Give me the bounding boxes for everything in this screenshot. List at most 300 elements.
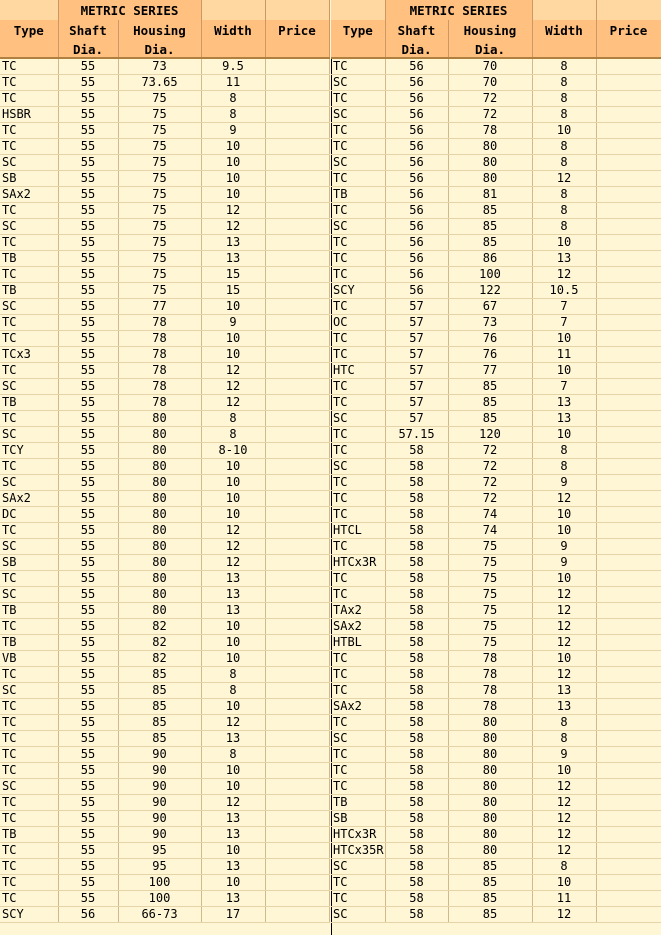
cell-housing: 75 [118,267,201,283]
cell-housing: 76 [448,347,532,363]
cell-price [596,267,661,283]
cell-price [265,699,329,715]
cell-price [596,299,661,315]
cell-housing: 122 [448,283,532,299]
cell-shaft: 58 [385,651,448,667]
cell-housing: 75 [118,91,201,107]
cell-housing: 90 [118,779,201,795]
cell-width: 9 [532,475,596,491]
cell-type: TC [331,58,385,75]
cell-shaft: 55 [58,363,118,379]
cell-type: TC [331,91,385,107]
cell-housing: 80 [448,715,532,731]
cell-type: HTCL [331,523,385,539]
cell-shaft: 55 [58,75,118,91]
cell-width: 10 [201,699,265,715]
cell-width: 12 [532,619,596,635]
cell-price [596,315,661,331]
cell-housing: 78 [118,331,201,347]
cell-shaft: 55 [58,507,118,523]
cell-type: TC [0,58,58,75]
cell-type: TC [0,891,58,907]
table-row [331,507,661,523]
cell-shaft: 58 [385,731,448,747]
cell-width: 12 [201,379,265,395]
cell-price [596,891,661,907]
cell-price [596,587,661,603]
table-row [0,91,329,107]
cell-price [596,171,661,187]
cell-price [596,219,661,235]
cell-shaft: 55 [58,731,118,747]
table-row [0,107,329,123]
cell-shaft: 55 [58,235,118,251]
cell-shaft: 56 [385,251,448,267]
cell-width: 10 [201,507,265,523]
header-width: Width [532,20,596,41]
cell-price [596,731,661,747]
cell-width: 12 [201,523,265,539]
cell-shaft: 58 [385,875,448,891]
cell-housing: 80 [118,603,201,619]
cell-width: 10 [201,171,265,187]
cell-width: 10 [532,363,596,379]
cell-price [265,475,329,491]
cell-price [265,891,329,907]
cell-type: TC [0,763,58,779]
cell-housing: 85 [448,219,532,235]
table-row [331,795,661,811]
cell-housing: 72 [448,443,532,459]
table-row [331,539,661,555]
cell-housing: 100 [118,891,201,907]
cell-shaft: 58 [385,603,448,619]
cell-type: SC [331,859,385,875]
right-table-body [331,58,661,923]
cell-type: TB [0,251,58,267]
cell-shaft: 55 [58,283,118,299]
cell-type: DC [0,507,58,523]
cell-price [596,459,661,475]
cell-price [596,619,661,635]
cell-shaft: 55 [58,155,118,171]
cell-housing: 77 [448,363,532,379]
cell-width: 12 [532,907,596,923]
cell-price [596,699,661,715]
cell-shaft: 56 [385,267,448,283]
cell-price [596,379,661,395]
cell-type: TC [0,235,58,251]
cell-width: 9 [532,555,596,571]
table-row [0,395,329,411]
cell-shaft: 55 [58,699,118,715]
cell-type: TC [331,875,385,891]
table-row [331,699,661,715]
cell-width: 8 [532,155,596,171]
series-title: METRIC SERIES [385,0,532,20]
table-row [0,779,329,795]
cell-housing: 75 [448,539,532,555]
table-row [0,651,329,667]
cell-shaft: 55 [58,379,118,395]
cell-type: TB [331,795,385,811]
cell-width: 13 [532,411,596,427]
table-row [331,379,661,395]
cell-housing: 85 [448,891,532,907]
cell-housing: 75 [118,187,201,203]
cell-width: 8 [532,58,596,75]
table-row [0,219,329,235]
cell-width: 12 [532,811,596,827]
cell-width: 8 [532,459,596,475]
cell-price [265,795,329,811]
cell-type: TC [0,363,58,379]
cell-width: 10 [532,123,596,139]
cell-type: TB [0,395,58,411]
cell-shaft: 58 [385,571,448,587]
cell-housing: 78 [118,315,201,331]
cell-shaft: 55 [58,331,118,347]
cell-width: 10 [201,491,265,507]
cell-width: 12 [532,267,596,283]
cell-type: SC [0,587,58,603]
cell-price [265,171,329,187]
cell-width: 7 [532,315,596,331]
cell-shaft: 58 [385,539,448,555]
cell-type: TC [331,203,385,219]
cell-type: TC [0,571,58,587]
cell-price [596,187,661,203]
table-row [0,795,329,811]
cell-price [265,395,329,411]
cell-width: 10 [201,347,265,363]
cell-shaft: 58 [385,891,448,907]
cell-type: TC [0,843,58,859]
cell-shaft: 56 [58,907,118,923]
table-row [331,523,661,539]
cell-shaft: 55 [58,91,118,107]
cell-shaft: 55 [58,187,118,203]
cell-housing: 75 [448,571,532,587]
cell-width: 12 [201,555,265,571]
cell-housing: 75 [448,555,532,571]
table-row [331,155,661,171]
cell-housing: 90 [118,811,201,827]
cell-housing: 85 [448,203,532,219]
table-row [0,155,329,171]
cell-price [265,139,329,155]
cell-width: 8 [532,107,596,123]
cell-width: 13 [201,251,265,267]
cell-shaft: 58 [385,443,448,459]
table-row [0,443,329,459]
cell-housing: 78 [448,667,532,683]
cell-shaft: 55 [58,411,118,427]
table-row [331,619,661,635]
table-row [331,859,661,875]
cell-housing: 74 [448,523,532,539]
cell-type: SC [331,219,385,235]
cell-type: TCx3 [0,347,58,363]
cell-type: TB [0,827,58,843]
table-row [0,699,329,715]
cell-shaft: 55 [58,715,118,731]
cell-housing: 80 [448,763,532,779]
cell-width: 10 [201,763,265,779]
table-row [331,571,661,587]
cell-shaft: 55 [58,587,118,603]
cell-type: TC [0,859,58,875]
cell-shaft: 58 [385,555,448,571]
cell-shaft: 57 [385,331,448,347]
cell-housing: 80 [118,491,201,507]
cell-price [265,555,329,571]
cell-price [265,107,329,123]
cell-shaft: 56 [385,171,448,187]
cell-type: TC [0,731,58,747]
header-type: Type [0,20,58,41]
cell-price [265,683,329,699]
cell-price [265,75,329,91]
table-row [331,459,661,475]
cell-type: SB [0,171,58,187]
cell-price [596,75,661,91]
cell-price [265,299,329,315]
cell-price [596,155,661,171]
cell-width: 8 [532,219,596,235]
cell-price [265,763,329,779]
table-row [331,171,661,187]
cell-type: TC [0,715,58,731]
cell-shaft: 55 [58,747,118,763]
cell-type: TC [331,427,385,443]
cell-shaft: 58 [385,811,448,827]
cell-housing: 100 [118,875,201,891]
header-housing-dia: Dia. [448,41,532,58]
header-shaft-dia: Dia. [58,41,118,58]
cell-price [596,827,661,843]
cell-width: 13 [201,827,265,843]
cell-price [596,203,661,219]
table-row [331,251,661,267]
cell-type: TC [331,491,385,507]
cell-width: 12 [532,827,596,843]
cell-width: 9.5 [201,58,265,75]
table-row [331,267,661,283]
cell-price [265,379,329,395]
header-housing-dia: Dia. [118,41,201,58]
cell-width: 10 [532,523,596,539]
cell-price [265,91,329,107]
header-shaft-dia: Dia. [385,41,448,58]
table-row [331,395,661,411]
table-row [0,555,329,571]
cell-type: SB [0,555,58,571]
table-row [331,491,661,507]
cell-price [265,315,329,331]
cell-housing: 85 [118,683,201,699]
cell-shaft: 55 [58,571,118,587]
cell-shaft: 55 [58,811,118,827]
table-row [0,763,329,779]
table-row [331,475,661,491]
table-row [0,299,329,315]
cell-type: TB [0,603,58,619]
cell-shaft: 58 [385,843,448,859]
table-row [0,475,329,491]
table-row [0,235,329,251]
cell-housing: 78 [118,347,201,363]
cell-width: 10 [532,507,596,523]
table-row [331,715,661,731]
cell-price [596,123,661,139]
cell-housing: 80 [118,587,201,603]
cell-shaft: 58 [385,491,448,507]
cell-price [596,91,661,107]
cell-width: 12 [532,171,596,187]
cell-width: 13 [201,603,265,619]
cell-width: 10 [532,235,596,251]
cell-housing: 78 [448,683,532,699]
cell-price [596,395,661,411]
cell-housing: 75 [448,619,532,635]
cell-shaft: 58 [385,667,448,683]
cell-type: TC [0,747,58,763]
table-row [0,523,329,539]
cell-housing: 75 [448,603,532,619]
table-row [0,379,329,395]
cell-width: 7 [532,379,596,395]
cell-shaft: 55 [58,875,118,891]
cell-type: TC [0,123,58,139]
cell-width: 8 [201,427,265,443]
table-row [331,411,661,427]
table-row [0,891,329,907]
cell-shaft: 56 [385,58,448,75]
cell-housing: 80 [448,827,532,843]
cell-housing: 75 [118,139,201,155]
cell-price [596,763,661,779]
cell-housing: 85 [448,395,532,411]
table-row [0,75,329,91]
cell-width: 10 [532,875,596,891]
cell-width: 8 [532,91,596,107]
cell-housing: 72 [448,91,532,107]
cell-housing: 77 [118,299,201,315]
cell-width: 17 [201,907,265,923]
cell-price [596,859,661,875]
cell-shaft: 55 [58,651,118,667]
cell-width: 12 [532,843,596,859]
cell-width: 8 [532,859,596,875]
cell-housing: 78 [118,363,201,379]
cell-price [265,283,329,299]
cell-price [265,651,329,667]
cell-price [265,539,329,555]
cell-housing: 75 [118,235,201,251]
table-row [331,331,661,347]
cell-housing: 80 [448,747,532,763]
cell-width: 12 [532,635,596,651]
table-row [331,731,661,747]
table-row [0,331,329,347]
cell-housing: 70 [448,58,532,75]
table-row [0,123,329,139]
cell-price [596,139,661,155]
cell-price [596,251,661,267]
cell-housing: 75 [118,283,201,299]
table-row [331,875,661,891]
table-row [0,251,329,267]
cell-type: TC [331,123,385,139]
table-row [331,587,661,603]
cell-type: TC [331,171,385,187]
cell-type: SC [0,379,58,395]
cell-housing: 75 [118,203,201,219]
table-row [331,747,661,763]
cell-type: TC [331,763,385,779]
cell-type: TC [331,651,385,667]
cell-price [265,219,329,235]
cell-housing: 80 [448,155,532,171]
cell-shaft: 58 [385,779,448,795]
cell-type: TC [0,875,58,891]
table-row [0,859,329,875]
cell-width: 10 [201,475,265,491]
cell-width: 8 [532,443,596,459]
cell-housing: 80 [118,507,201,523]
cell-shaft: 55 [58,251,118,267]
cell-price [265,491,329,507]
cell-type: TC [331,475,385,491]
cell-shaft: 55 [58,219,118,235]
cell-housing: 72 [448,475,532,491]
cell-price [265,811,329,827]
table-row [0,427,329,443]
cell-housing: 85 [448,875,532,891]
cell-width: 8 [532,139,596,155]
cell-shaft: 56 [385,219,448,235]
header-housing: Housing [118,20,201,41]
cell-width: 13 [532,251,596,267]
cell-shaft: 58 [385,859,448,875]
cell-type: SAx2 [331,619,385,635]
cell-type: TC [331,347,385,363]
cell-type: VB [0,651,58,667]
cell-shaft: 58 [385,459,448,475]
cell-type: SC [331,155,385,171]
cell-price [265,523,329,539]
cell-price [265,123,329,139]
cell-shaft: 55 [58,523,118,539]
cell-housing: 74 [448,507,532,523]
table-row [331,123,661,139]
cell-type: SC [0,219,58,235]
table-row [331,427,661,443]
cell-width: 13 [532,699,596,715]
cell-shaft: 58 [385,699,448,715]
table-row [0,715,329,731]
cell-housing: 80 [118,427,201,443]
cell-type: SC [331,411,385,427]
cell-price [596,555,661,571]
cell-width: 8 [532,75,596,91]
cell-price [596,235,661,251]
cell-housing: 120 [448,427,532,443]
cell-housing: 80 [448,139,532,155]
cell-width: 15 [201,283,265,299]
cell-type: SAx2 [331,699,385,715]
